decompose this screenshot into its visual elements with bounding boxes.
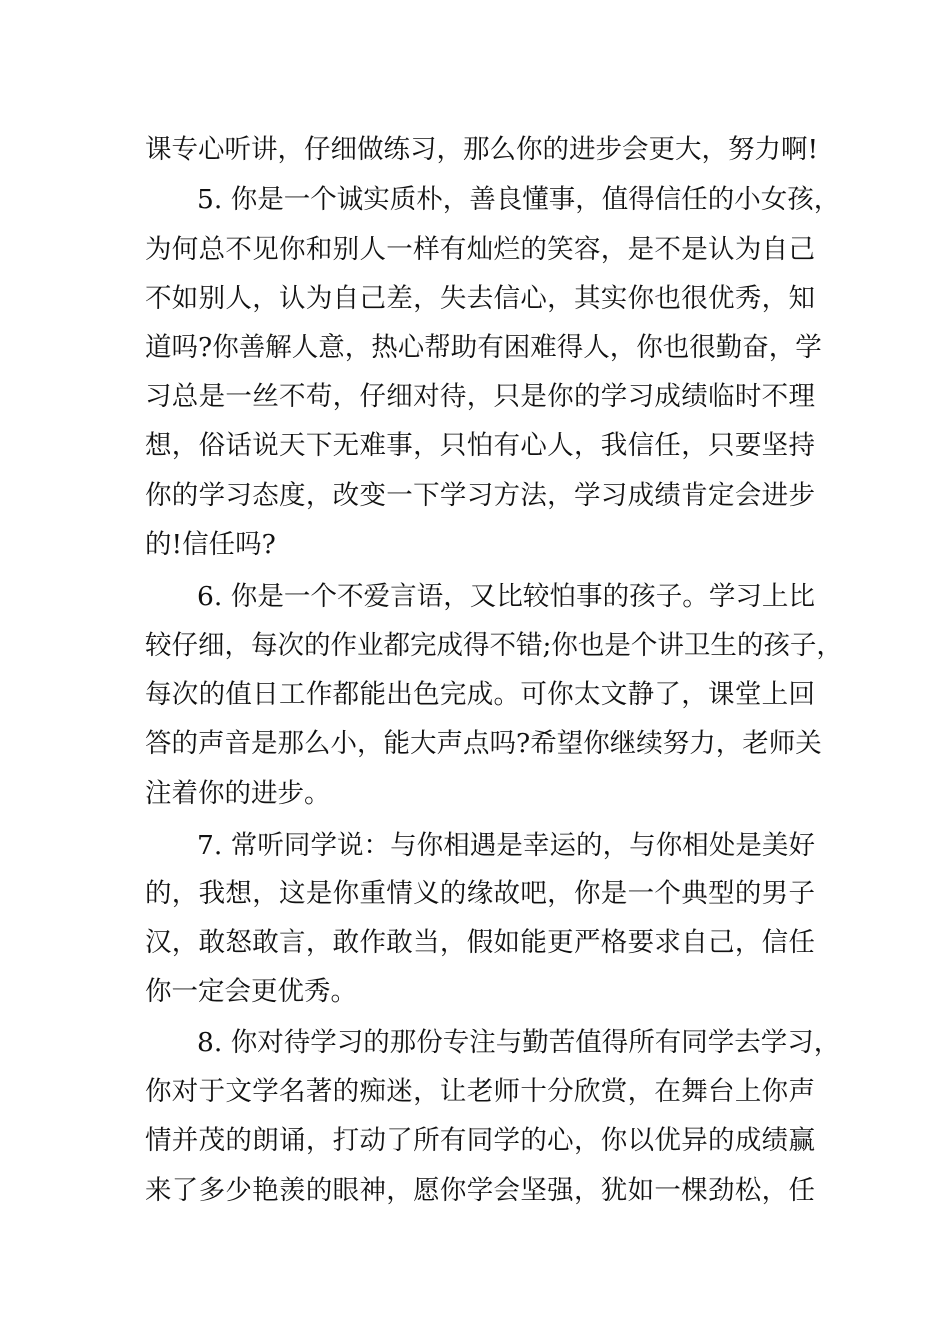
text-line: 课专心听讲，仔细做练习，那么你的进步会更大，努力啊! xyxy=(145,134,819,165)
paragraph-5-start: 5. 你是一个诚实质朴，善良懂事，值得信任的小女孩， xyxy=(197,184,841,215)
text-line: 你的学习态度，改变一下学习方法，学习成绩肯定会进步 xyxy=(145,480,815,511)
text-line: 较仔细，每次的作业都完成得不错;你也是个讲卫生的孩子， xyxy=(145,630,843,661)
text-line: 来了多少艳羡的眼神，愿你学会坚强，犹如一棵劲松，任 xyxy=(145,1175,815,1206)
text-line: 你一定会更优秀。 xyxy=(145,976,357,1007)
text-line: 每次的值日工作都能出色完成。可你太文静了，课堂上回 xyxy=(145,679,815,710)
text-line: 汉，敢怒敢言，敢作敢当，假如能更严格要求自己，信任 xyxy=(145,927,815,958)
paragraph-8-start: 8. 你对待学习的那份专注与勤苦值得所有同学去学习， xyxy=(197,1027,841,1058)
text-line: 的!信任吗? xyxy=(145,529,276,560)
text-line: 情并茂的朗诵，打动了所有同学的心，你以优异的成绩赢 xyxy=(145,1125,815,1156)
text-line: 你对于文学名著的痴迷，让老师十分欣赏，在舞台上你声 xyxy=(145,1076,815,1107)
text-line: 注着你的进步。 xyxy=(145,778,331,809)
text-line: 道吗?你善解人意，热心帮助有困难得人，你也很勤奋，学 xyxy=(145,332,822,363)
paragraph-6-start: 6. 你是一个不爱言语，又比较怕事的孩子。学习上比 xyxy=(197,581,815,612)
paragraph-7-start: 7. 常听同学说：与你相遇是幸运的，与你相处是美好 xyxy=(197,830,815,861)
text-line: 为何总不见你和别人一样有灿烂的笑容，是不是认为自己 xyxy=(145,234,815,265)
text-line: 不如别人，认为自己差，失去信心，其实你也很优秀，知 xyxy=(145,283,815,314)
text-line: 的，我想，这是你重情义的缘故吧，你是一个典型的男子 xyxy=(145,878,815,909)
text-line: 习总是一丝不苟，仔细对待，只是你的学习成绩临时不理 xyxy=(145,381,815,412)
text-line: 想，俗话说天下无难事，只怕有心人，我信任，只要坚持 xyxy=(145,430,815,461)
text-line: 答的声音是那么小，能大声点吗?希望你继续努力，老师关 xyxy=(145,728,822,759)
